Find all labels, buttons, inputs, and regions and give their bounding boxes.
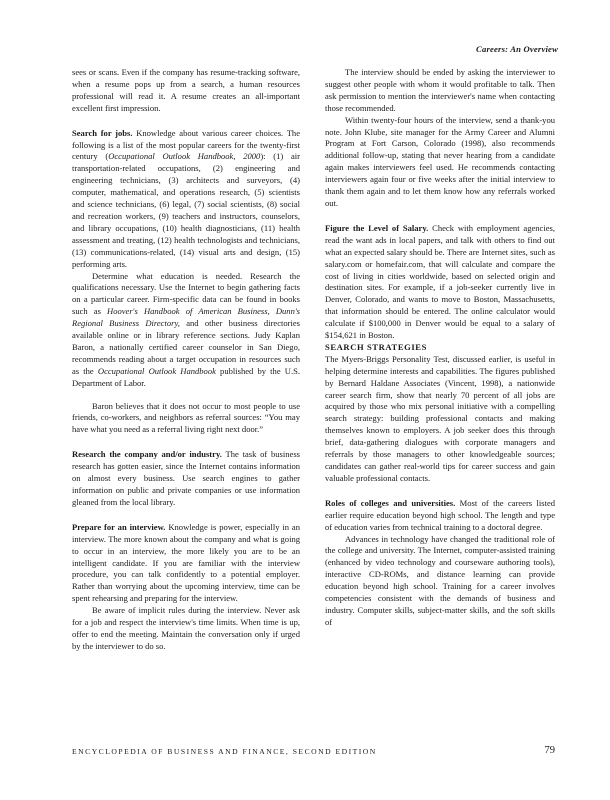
right-paragraph-thank-you: Within twenty-four hours of the interview, send a thank-you note. John Klube, site manager for the Army Career and Alumni Program at Fort Carson, Colorado (1998), also recommends additional follow-up, stating that never hearing from a candidate again makes interviewers feel used. He recommends contacting interviewers again four or five weeks after the initial interview to thank them again and to let them know how any referrals worked out. <box>325 114 555 208</box>
paragraph-text: ): (1) air transportation-related occupations, (2) engineering and engineering technicians, (3) architects and surveyors, (4) computer, mathematical, and operations research, (5) scientists and science technicians, (6) legal, (7) social scientists, (8) social and recreation workers, (9) teachers and instructors, counselors, and library occupations, (10) health diagnosticians, (11) health assessment and treating, (12) health technologists and technicians, (13) communications-related, (14) visual arts and design, (15) performing arts. <box>72 151 300 269</box>
left-paragraph-referrals: Baron believes that it does not occur to most people to use friends, co-workers, and neighbors as referral sources: “You may have what you need as a referral living right next door.” <box>72 400 300 435</box>
run-in-heading: Search for jobs. <box>72 127 133 138</box>
paragraph-text: The task of business research has gotten easier, since the Internet contains information on almost every business. Use search engines to gather information on public and private companies or use information gleaned from the local library. <box>72 449 300 507</box>
page-number: 79 <box>544 745 555 756</box>
citation: Occupational Outlook Handbook <box>97 365 216 376</box>
right-paragraph-myers-briggs: The Myers-Briggs Personality Test, discussed earlier, is useful in helping determine interests and capabilities. The figures published by Bernard Haldane Associates (Vincent, 1998), a nationwide career search firm, show that nearly 70 percent of all jobs are acquired by those who mix personal initiative with a compelling search strategy: building professional contacts and making themselves known to employers. A job seeker does this through brief, data-gathering dialogues with corporate managers and referrals by those managers to other knowledgeable sources; candidates can gather real-world tips for career success and gain valuable professional contacts. <box>325 353 555 483</box>
right-paragraph-colleges <box>325 498 555 534</box>
right-column <box>325 67 555 629</box>
right-paragraph-end-interview: The interview should be ended by asking the interviewer to suggest other people with whom it would profitable to talk. Then ask permission to mention the interviewer's name when contacting those recommended. <box>325 67 555 113</box>
run-in-heading: Figure the Level of Salary. <box>325 222 429 233</box>
paragraph-text: Determine what education is needed. Research the qualifications necessary. Use the Internet to begin gathering facts on a particular career. Firm-specific data can be found in books such as <box>72 270 300 317</box>
paragraph-text: published by the U.S. Department of Labor. <box>72 365 300 388</box>
running-head: Careers: An Overview <box>476 44 558 54</box>
section-heading: SEARCH STRATEGIES <box>325 341 427 352</box>
paragraph-text: Check with employment agencies, read the want ads in local papers, and talk with others to find out what an expected salary should be. There are Internet sites, such as salary.com or homefair.com, that will calculate and compare the cost of living in cities worldwide, based on selected origin and destination sites. For example, if a job-seeker currently live in Denver, Colorado, and wants to move to Boston, Massachusetts, that information should be entered. The online calculator would calculate if $100,000 in Denver would be equal to a salary of $154,621 in Boston. <box>325 222 555 341</box>
footer-title: ENCYCLOPEDIA OF BUSINESS AND FINANCE, SECOND EDITION <box>72 747 377 756</box>
run-in-heading: Research the company and/or industry. <box>72 449 222 460</box>
right-paragraph-salary <box>325 223 555 342</box>
left-paragraph-search-for-jobs <box>72 128 300 271</box>
left-column <box>72 67 300 653</box>
page-footer <box>72 746 555 760</box>
paragraph-text: Knowledge about various career choices. The following is a list of the most popular careers for the twenty-first century ( <box>72 127 300 162</box>
right-paragraph-technology: Advances in technology have changed the traditional role of the college and university. The Internet, computer-assisted training (enhanced by video technology and courseware authoring tools), interactive CD-ROMs, and distance learning can provide education beyond high school. Training for a career involves competencies consistent with the demands of business and industry. Computer skills, subject-matter skills, and the soft skills of <box>325 533 555 627</box>
left-paragraph-implicit-rules: Be aware of implicit rules during the interview. Never ask for a job and respect the interview's time limits. When time is up, offer to end the meeting. Maintain the conversation only if urged by the interviewer to do so. <box>72 605 300 651</box>
run-in-heading: Prepare for an interview. <box>72 521 166 532</box>
citation: Occupational Outlook Handbook, 2000 <box>108 151 261 162</box>
paragraph-text: Most of the careers listed earlier require education beyond high school. The length and type of education varies from technical training to a doctoral degree. <box>325 497 556 532</box>
paragraph-text: and other business directories available online or in library reference sections. Judy Kaplan Baron, a nationally certified career counselor in San Diego, recommends reading about a target occupation in resources such as the <box>72 318 300 376</box>
citation: Hoover's Handbook of American Business, Dunn's Regional Business Directory, <box>72 306 300 329</box>
left-paragraph-1: sees or scans. Even if the company has resume-tracking software, when a resume pops up from a search, a human resources professional will read it. A resume creates an all-important excellent first impression. <box>72 67 300 113</box>
run-in-heading: Roles of colleges and universities. <box>325 497 456 508</box>
paragraph-text: Knowledge is power, especially in an interview. The more known about the company and what is going to occur in an interview, the more likely you are to be an intelligent candidate. If you are familiar with the interview procedure, you can talk confidently to a potential employer. Rather than worrying about the upcoming interview, time can be spent rehearsing and preparing for the interview. <box>72 521 300 604</box>
left-paragraph-education <box>72 271 300 390</box>
left-paragraph-prepare-interview <box>72 522 300 605</box>
left-paragraph-research-company <box>72 449 300 509</box>
